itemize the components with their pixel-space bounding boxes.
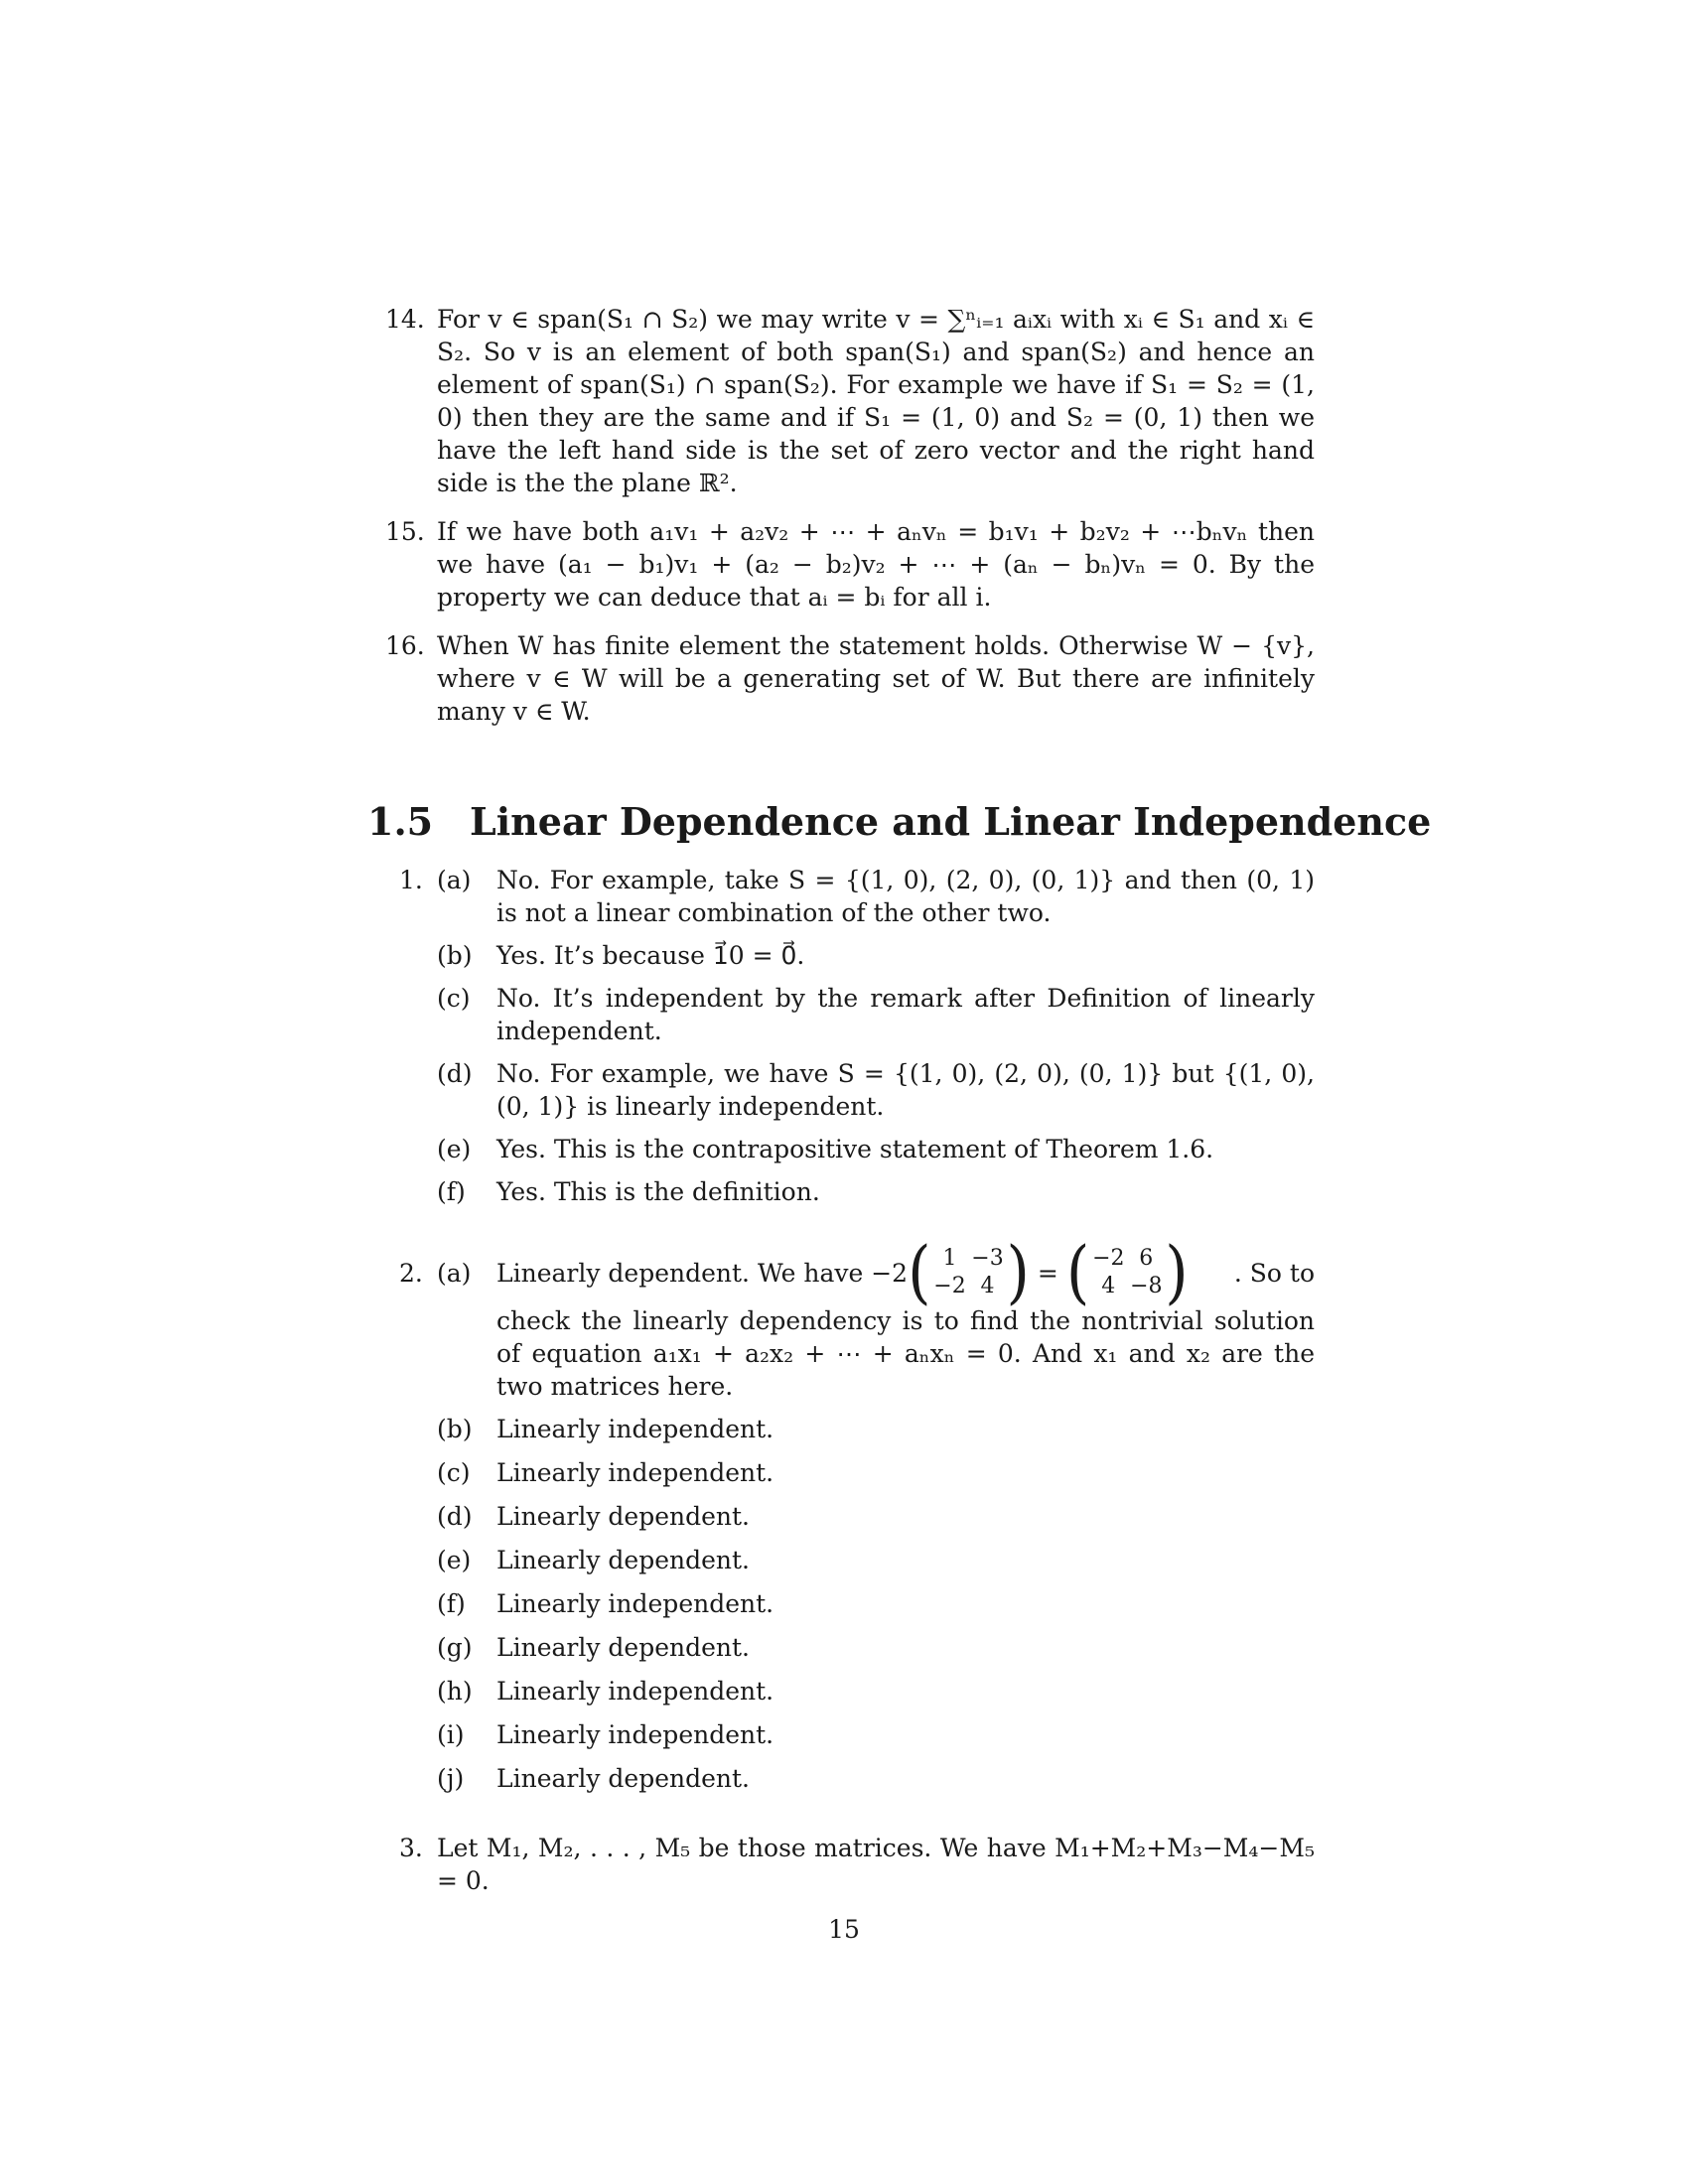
part-text: Linearly independent.	[496, 1415, 774, 1443]
problem-2-part-b	[437, 1413, 1315, 1445]
part-text: No. It’s independent by the remark after Definition of linearly independent.	[496, 984, 1315, 1045]
part-label: (f)	[437, 1177, 466, 1206]
part-text: Linearly dependent.	[496, 1502, 751, 1531]
matrix-cell: 6	[1139, 1246, 1154, 1271]
part-text: Linearly independent.	[496, 1589, 774, 1618]
problem-1-part-b	[437, 939, 1315, 972]
problem-2-item	[385, 1232, 1315, 1795]
part-text: Linearly independent.	[496, 1720, 774, 1749]
part-text: Linearly independent.	[496, 1458, 774, 1487]
problem-3	[385, 1832, 1315, 1897]
problem-1-part-e	[437, 1133, 1315, 1165]
problem-2-part-i	[437, 1718, 1315, 1751]
part-label: (b)	[437, 1415, 473, 1443]
matrix-cell: 4	[1101, 1274, 1116, 1298]
part-label: (e)	[437, 1546, 472, 1574]
problem-1-part-c	[437, 982, 1315, 1047]
equals-sign: =	[1037, 1258, 1058, 1288]
part-label: (c)	[437, 1458, 471, 1487]
part-label: (a)	[437, 1259, 472, 1288]
matrix-cell: −2	[933, 1274, 966, 1298]
problem-1	[385, 864, 1315, 1208]
exercise-text: For v ∈ span(S₁ ∩ S₂) we may write v = ∑ⁿᵢ₌₁ aᵢxᵢ with xᵢ ∈ S₁ and xᵢ ∈ S₂. So v is an element of both span(S₁) and span(S₂) and hence an element of span(S₁) ∩ span(S₂). For example we have if S₁ = S₂ = (1, 0) then they are the same and if S₁ = (1, 0) and S₂ = (0, 1) then we have the left hand side is the set of zero vector and the right hand side is the the plane ℝ².	[437, 305, 1315, 497]
matrix-equation	[496, 1232, 1315, 1313]
exercise-block-1-4	[385, 303, 1315, 728]
problem-1-part-a	[437, 864, 1315, 929]
problem-1-part-f	[437, 1175, 1315, 1208]
part-text: Linearly dependent.	[496, 1633, 751, 1662]
part-label: (c)	[437, 984, 471, 1013]
part-label: (i)	[437, 1720, 465, 1749]
section-title: Linear Dependence and Linear Independence	[470, 799, 1432, 844]
part-label: (b)	[437, 941, 473, 970]
matrix-1	[931, 1245, 1007, 1300]
left-paren: (	[1065, 1232, 1090, 1313]
problem-2-part-f	[437, 1587, 1315, 1620]
problem-2	[385, 1232, 1315, 1795]
problem-2-part-c	[437, 1456, 1315, 1489]
part-text: Linearly dependent. We have −2	[496, 1258, 909, 1288]
part-label: (a)	[437, 866, 472, 894]
problem-2-part-a	[437, 1232, 1315, 1403]
exercise-number: 15.	[385, 517, 425, 546]
part-text-tail: . So to	[1233, 1258, 1315, 1288]
section-heading	[367, 799, 1431, 844]
exercise-16	[385, 629, 1315, 728]
matrix-cell: −8	[1130, 1274, 1163, 1298]
matrix-cell: −2	[1092, 1246, 1125, 1271]
problem-1-item	[385, 864, 1315, 1208]
part-text: check the linearly dependency is to find the nontrivial solution of equation a₁x₁ + a₂x₂ + ⋯ + aₙxₙ = 0. And x₁ and x₂ are the two matrices here.	[496, 1306, 1315, 1401]
part-text: Yes. This is the definition.	[496, 1177, 820, 1206]
exercise-15	[385, 515, 1315, 614]
section-number: 1.5	[367, 799, 434, 844]
part-text: Linearly dependent.	[496, 1546, 751, 1574]
matrix-cell: 1	[942, 1246, 957, 1271]
part-label: (h)	[437, 1677, 473, 1706]
part-text: Yes. It’s because 1⃗0 = 0⃗.	[496, 941, 805, 970]
right-paren: )	[1165, 1232, 1189, 1313]
part-text: Linearly dependent.	[496, 1764, 751, 1793]
exercise-number: 16.	[385, 631, 425, 660]
problem-text: Let M₁, M₂, . . . , M₅ be those matrices. We have M₁+M₂+M₃−M₄−M₅ = 0.	[437, 1834, 1315, 1895]
page-number: 15	[828, 1915, 860, 1944]
part-label: (j)	[437, 1764, 465, 1793]
matrix-cell: 4	[980, 1274, 995, 1298]
problem-number: 2.	[399, 1259, 423, 1288]
part-text: No. For example, take S = {(1, 0), (2, 0), (0, 1)} and then (0, 1) is not a linear combination of the other two.	[496, 866, 1315, 927]
part-text: No. For example, we have S = {(1, 0), (2, 0), (0, 1)} but {(1, 0), (0, 1)} is linearly independent.	[496, 1059, 1315, 1121]
problem-2-part-e	[437, 1544, 1315, 1576]
matrix-cell: −3	[971, 1246, 1004, 1271]
part-label: (d)	[437, 1059, 473, 1088]
problem-1-part-d	[437, 1057, 1315, 1123]
part-label: (f)	[437, 1589, 466, 1618]
problem-2-part-d	[437, 1500, 1315, 1533]
problem-number: 1.	[399, 866, 423, 894]
part-label: (e)	[437, 1135, 472, 1163]
left-paren: (	[908, 1232, 931, 1313]
exercise-number: 14.	[385, 305, 425, 334]
exercise-text: If we have both a₁v₁ + a₂v₂ + ⋯ + aₙvₙ = b₁v₁ + b₂v₂ + ⋯bₙvₙ then we have (a₁ − b₁)v₁ + (a₂ − b₂)v₂ + ⋯ + (aₙ − bₙ)vₙ = 0. By the property we can deduce that aᵢ = bᵢ for all i.	[437, 517, 1315, 612]
part-label: (g)	[437, 1633, 473, 1662]
exercise-14	[385, 303, 1315, 499]
part-text: Linearly independent.	[496, 1677, 774, 1706]
part-text: Yes. This is the contrapositive statement of Theorem 1.6.	[496, 1135, 1214, 1163]
part-label: (d)	[437, 1502, 473, 1531]
problem-2-part-j	[437, 1762, 1315, 1795]
problem-2-part-h	[437, 1675, 1315, 1707]
problem-number: 3.	[399, 1834, 423, 1862]
problem-2-part-g	[437, 1631, 1315, 1664]
problem-3-item	[385, 1832, 1315, 1897]
right-paren: )	[1006, 1232, 1030, 1313]
exercise-text: When W has finite element the statement holds. Otherwise W − {v}, where v ∈ W will be a generating set of W. But there are infinitely many v ∈ W.	[437, 631, 1315, 726]
matrix-2	[1089, 1245, 1165, 1300]
